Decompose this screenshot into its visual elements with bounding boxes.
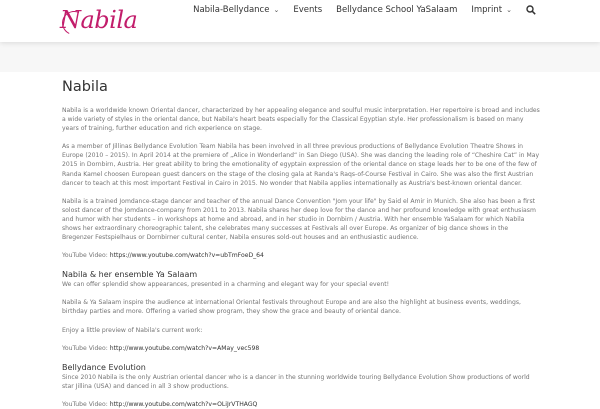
main-nav bbox=[179, 0, 536, 20]
nav-label: Imprint bbox=[471, 5, 503, 15]
evolution-body: Since 2010 Nabila is the only Austrian oriental dancer who is a dancer in the stunning worldwide touring Bellydance Evolution Show productions of world star Jillina (USA) and danced in all 3 show productions. bbox=[62, 373, 530, 390]
youtube-link-3[interactable]: http://www.youtube.com/watch?v=OLiJrVTHAGQ bbox=[109, 400, 258, 408]
section-heading-ensemble: Nabila & her ensemble Ya Salaam bbox=[62, 270, 198, 280]
nav-label: Events bbox=[293, 5, 323, 15]
youtube-link-2[interactable]: http://www.youtube.com/watch?v=AMay_vec598 bbox=[109, 344, 260, 352]
section-heading-bellydance-evolution: Bellydance Evolution bbox=[62, 362, 146, 372]
jomdance-paragraph: Nabila is a trained Jomdance-stage dancer and teacher of the annual Dance Convention "Jom your life" by Said el Amir in Munich. She also has been a first solost dancer of the Jomdance-company from 2011 to 2013. Nabila shares her deep love for the dance and her profound knowledge with great enthusiasm and humor with her students – in workshops at home and abroad, and in her studio in Dornbirn / Austria. With her ensemble YaSalaam for which Nabila shows her extraordinary choreographic talent, she celebrates many successes at Festivals all over Europe. As organizer of big dance shows in the Bregenzer Festspielhaus or Dornbirner cultural center, Nabila ensures sold-out houses and an enthusiastic audience. bbox=[62, 197, 536, 242]
nav-item-events[interactable] bbox=[293, 5, 322, 15]
youtube-link-1[interactable]: https://www.youtube.com/watch?v=ubTmFoeD_64 bbox=[109, 252, 264, 260]
title-band bbox=[0, 42, 600, 72]
nav-item-nabila-bellydance[interactable] bbox=[193, 5, 279, 15]
logo-text: Nabila bbox=[60, 6, 138, 34]
youtube-line-2: YouTube Video: http://www.youtube.com/watch?v=AMay_vec598 bbox=[62, 344, 260, 352]
preview-text: Enjoy a little preview of Nabila's current work: bbox=[62, 326, 203, 334]
youtube-line-1: YouTube Video: https://www.youtube.com/watch?v=ubTmFoeD_64 bbox=[62, 252, 264, 260]
youtube-line-3: YouTube Video: http://www.youtube.com/watch?v=OLiJrVTHAGQ bbox=[62, 400, 258, 408]
nav-label: Nabila-Bellydance bbox=[193, 5, 270, 15]
nav-item-imprint[interactable] bbox=[471, 5, 512, 15]
site-logo[interactable] bbox=[60, 2, 138, 38]
main-content bbox=[62, 78, 540, 409]
nav-label: Bellydance School YaSalaam bbox=[336, 5, 458, 15]
ensemble-lead: We can offer splendid show appearances, presented in a charming and elegant way for your special event! bbox=[62, 281, 390, 289]
nav-item-bellydance-school[interactable] bbox=[336, 5, 457, 15]
bellydance-evolution-paragraph: As a member of Jillinas Bellydance Evolution Team Nabila has been involved in all three previous productions of Bellydance Evolution Theatre Shows in Europe (2010 – 2015). In April 2014 at the premiere of „Alice in Wonderland“ in San Diego (USA). She was dancing the leading role of “Cheshire Cat” in May 2015 in Dornbirn, Austria. Her great ability to bring the emotionality of egyptain expression of the oriental dance on stage leads her to be one of the few of Randa Kamel choosen European guest dancers on the stage of the closing gala at Randa's Raqs-of-Course Festival in Cairo. She was also the first Austrian dancer to teach at this most important Festival in Cairo in 2015. No wonder that Nabila applies internationally as Austria's best-known oriental dancer. bbox=[62, 143, 540, 187]
chevron-down-icon: ⌄ bbox=[273, 6, 280, 14]
chevron-down-icon: ⌄ bbox=[506, 6, 512, 14]
ensemble-body: Nabila & Ya Salaam inspire the audience at international Oriental festivals throughout Europe and are also the highlight at business events, weddings, birthday parties and more. Offering a varied show program, they show the grace and beauty of oriental dance. bbox=[62, 299, 521, 316]
site-header bbox=[0, 0, 600, 42]
page-title: Nabila bbox=[62, 79, 108, 95]
search-icon[interactable] bbox=[526, 5, 536, 15]
intro-paragraph: Nabila is a worldwide known Oriental dancer, characterized by her appealing elegance and soulful music interpretation. Her repertoire is broad and includes a wide variety of styles in the oriental dance, but Nabila's heart beats especially for the Classical Egyptian style. Her professionalism is based on many years of training, further education and rich experience on stage. bbox=[62, 107, 540, 133]
